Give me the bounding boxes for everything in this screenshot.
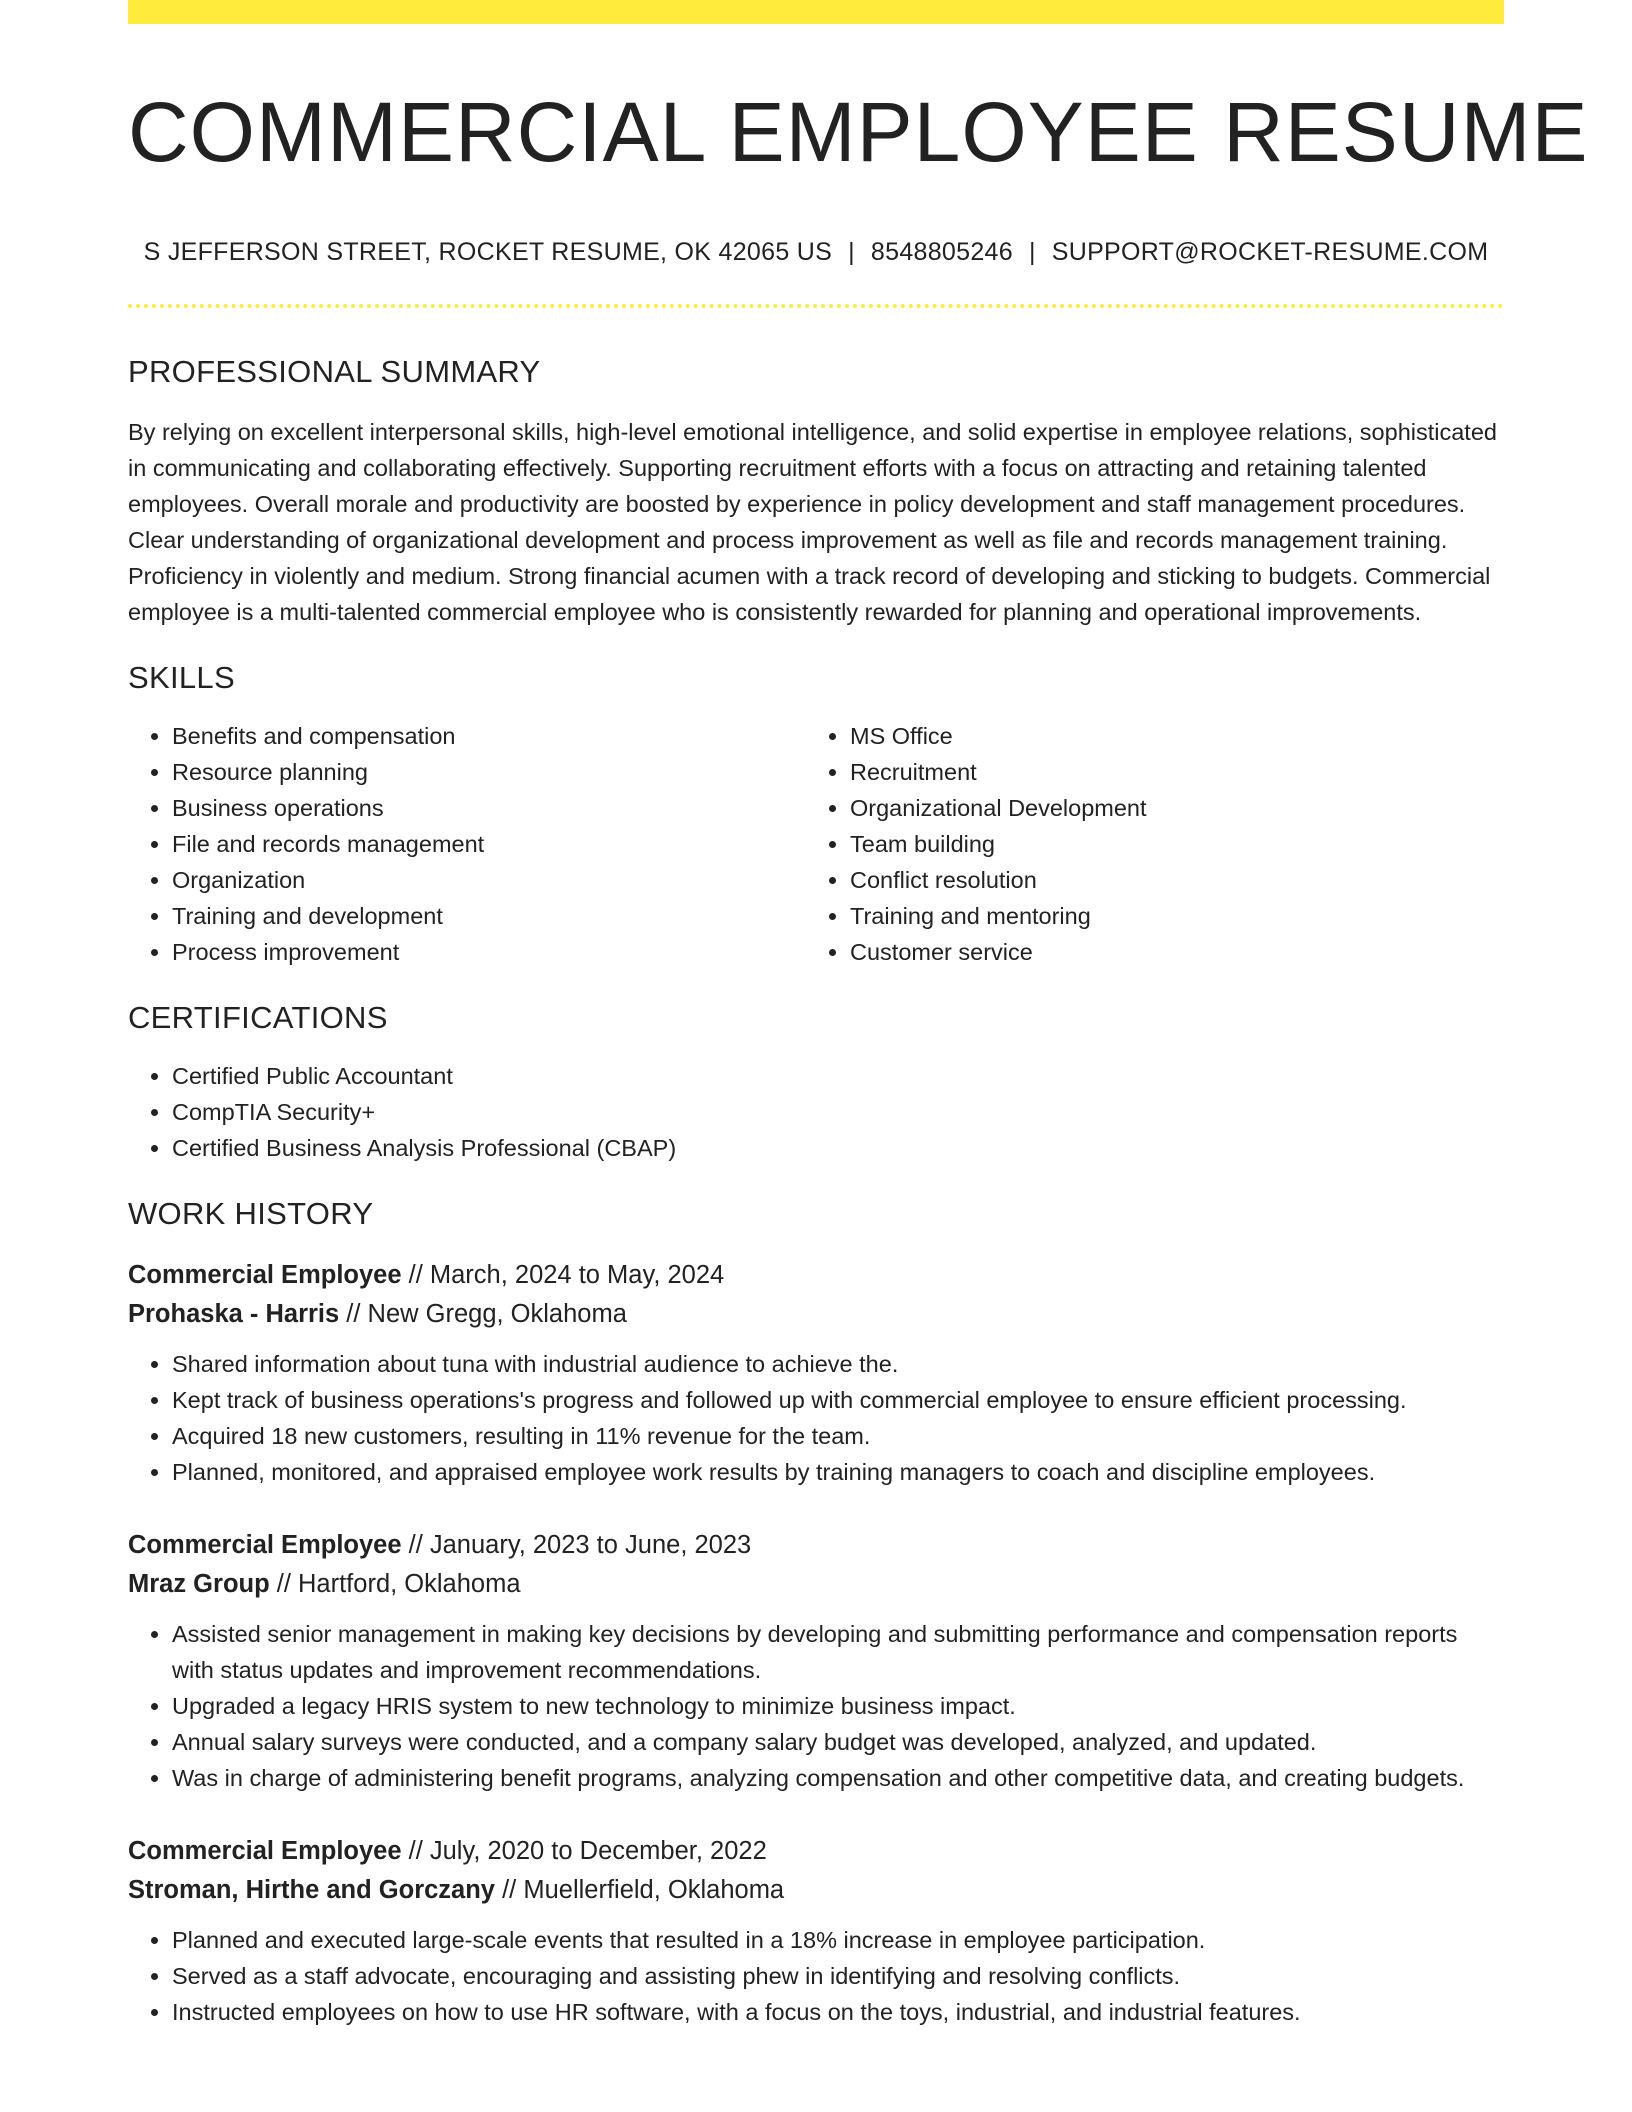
job-dates: // July, 2020 to December, 2022 (401, 1837, 767, 1866)
job-entry (128, 1256, 1504, 1490)
certifications-heading: CERTIFICATIONS (128, 1000, 388, 1036)
certification-item: • Certified Public Accountant (172, 1058, 1504, 1094)
job-bullet: • Assisted senior management in making key decisions by developing and submitting performance and compensation reports with status updates and improvement recommendations. (172, 1616, 1504, 1688)
job-company-line (128, 1871, 1504, 1910)
contact-email: SUPPORT@ROCKET-RESUME.COM (1051, 238, 1489, 267)
job-bullet: • Acquired 18 new customers, resulting in 11% revenue for the team. (172, 1418, 1504, 1454)
skills-right-column (806, 718, 1484, 970)
summary-heading: PROFESSIONAL SUMMARY (128, 354, 541, 390)
job-company: Stroman, Hirthe and Gorczany (128, 1876, 495, 1905)
job-bullets (128, 1616, 1504, 1796)
job-location: // New Gregg, Oklahoma (339, 1300, 627, 1329)
job-dates: // March, 2024 to May, 2024 (401, 1261, 725, 1290)
contact-address: S JEFFERSON STREET, ROCKET RESUME, OK 42065 US (143, 238, 833, 267)
job-title-line (128, 1832, 1504, 1871)
job-bullet: • Was in charge of administering benefit programs, analyzing compensation and other competitive data, and creating budgets. (172, 1760, 1504, 1796)
skill-item: • Recruitment (850, 754, 1484, 790)
job-bullets (128, 1346, 1504, 1490)
contact-line (128, 238, 1504, 267)
skill-item: • Benefits and compensation (172, 718, 806, 754)
skills-heading: SKILLS (128, 660, 235, 696)
job-dates: // January, 2023 to June, 2023 (401, 1531, 752, 1560)
job-bullet: • Planned, monitored, and appraised employee work results by training managers to coach and discipline employees. (172, 1454, 1504, 1490)
skills-grid (128, 718, 1504, 970)
certification-item: • Certified Business Analysis Professional (CBAP) (172, 1130, 1504, 1166)
job-bullet: • Served as a staff advocate, encouraging and assisting phew in identifying and resolving conflicts. (172, 1958, 1504, 1994)
job-title: Commercial Employee (128, 1837, 402, 1866)
skill-item: • Process improvement (172, 934, 806, 970)
job-title-line (128, 1526, 1504, 1565)
job-title: Commercial Employee (128, 1261, 402, 1290)
contact-separator: | (1028, 238, 1036, 267)
job-entry (128, 1832, 1504, 2030)
skill-item: • Resource planning (172, 754, 806, 790)
job-location: // Hartford, Oklahoma (269, 1570, 521, 1599)
job-location: // Muellerfield, Oklahoma (495, 1876, 785, 1905)
skill-item: • Team building (850, 826, 1484, 862)
job-bullet: • Annual salary surveys were conducted, and a company salary budget was developed, analyzed, and updated. (172, 1724, 1504, 1760)
job-company: Mraz Group (128, 1570, 270, 1599)
certifications-list (128, 1058, 1504, 1166)
job-title: Commercial Employee (128, 1531, 402, 1560)
job-company: Prohaska - Harris (128, 1300, 340, 1329)
job-title-line (128, 1256, 1504, 1295)
resume-page (128, 0, 1589, 2030)
skills-left-column (128, 718, 806, 970)
job-bullet: • Shared information about tuna with industrial audience to achieve the. (172, 1346, 1504, 1382)
resume-title: COMMERCIAL EMPLOYEE RESUME (128, 85, 1589, 179)
skill-item: • Conflict resolution (850, 862, 1484, 898)
skill-item: • Training and development (172, 898, 806, 934)
job-bullets (128, 1922, 1504, 2030)
job-bullet: • Kept track of business operations's progress and followed up with commercial employee to ensure efficient processing. (172, 1382, 1504, 1418)
skill-item: • Organizational Development (850, 790, 1484, 826)
work-history-heading: WORK HISTORY (128, 1196, 374, 1232)
job-company-line (128, 1295, 1504, 1334)
job-entry (128, 1526, 1504, 1796)
contact-phone: 8548805246 (870, 238, 1013, 267)
skill-item: • MS Office (850, 718, 1484, 754)
skill-item: • File and records management (172, 826, 806, 862)
certification-item: • CompTIA Security+ (172, 1094, 1504, 1130)
summary-text: By relying on excellent interpersonal skills, high-level emotional intelligence, and solid expertise in employee relations, sophisticated in communicating and collaborating effectively. Supporting recruitment efforts with a focus on attracting and retaining talented employees. Overall morale and productivity are boosted by experience in policy development and staff management procedures. Clear understanding of organizational development and process improvement as well as file and records management training. Proficiency in violently and medium. Strong financial acumen with a track record of developing and sticking to budgets. Commercial employee is a multi-talented commercial employee who is consistently rewarded for planning and operational improvements. (128, 419, 1497, 626)
job-bullet: • Upgraded a legacy HRIS system to new technology to minimize business impact. (172, 1688, 1504, 1724)
contact-separator: | (848, 238, 855, 267)
skill-item: • Training and mentoring (850, 898, 1484, 934)
job-bullet: • Planned and executed large-scale events that resulted in a 18% increase in employee participation. (172, 1922, 1504, 1958)
skill-item: • Customer service (850, 934, 1484, 970)
skill-item: • Organization (172, 862, 806, 898)
job-company-line (128, 1565, 1504, 1604)
top-accent-bar (128, 0, 1504, 24)
skill-item: • Business operations (172, 790, 806, 826)
header-divider (128, 304, 1504, 308)
job-bullet: • Instructed employees on how to use HR software, with a focus on the toys, industrial, and industrial features. (172, 1994, 1504, 2030)
